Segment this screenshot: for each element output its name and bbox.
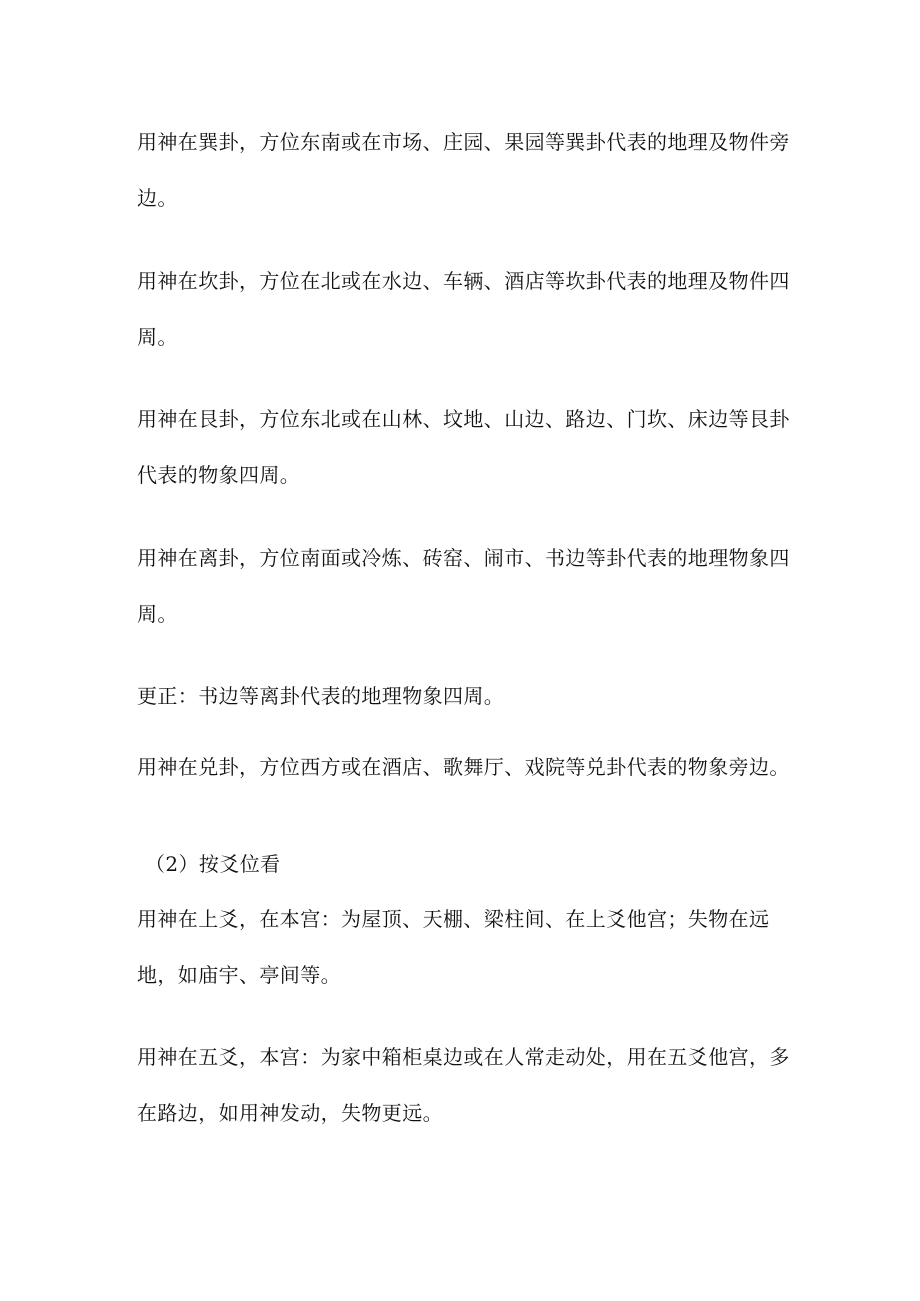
paragraph-li-trigram: 用神在离卦，方位南面或冷炼、砖窑、闹市、书边等卦代表的地理物象四周。 <box>137 546 790 626</box>
paragraph-dui-trigram: 用神在兑卦，方位西方或在酒店、歌舞厅、戏院等兑卦代表的物象旁边。 <box>137 755 790 779</box>
paragraph-fifth-yao: 用神在五爻，本宫：为家中箱柜桌边或在人常走动处，用在五爻他宫，多在路边，如用神发动，失物更远。 <box>137 1045 790 1125</box>
paragraph-correction: 更正：书边等离卦代表的地理物象四周。 <box>137 684 505 708</box>
paragraph-xun-trigram: 用神在巽卦，方位东南或在市场、庄园、果园等巽卦代表的地理及物件旁边。 <box>137 130 790 210</box>
paragraph-kan-trigram: 用神在坎卦，方位在北或在水边、车辆、酒店等坎卦代表的地理及物件四周。 <box>137 269 790 349</box>
paragraph-top-yao: 用神在上爻，在本宫：为屋顶、天棚、梁柱间、在上爻他宫；失物在远地，如庙宇、亭间等。 <box>137 907 770 987</box>
paragraph-gen-trigram: 用神在艮卦，方位东北或在山林、坟地、山边、路边、门坎、床边等艮卦代表的物象四周。 <box>137 407 790 487</box>
section-heading-yao-position: （2）按爻位看 <box>145 852 281 876</box>
